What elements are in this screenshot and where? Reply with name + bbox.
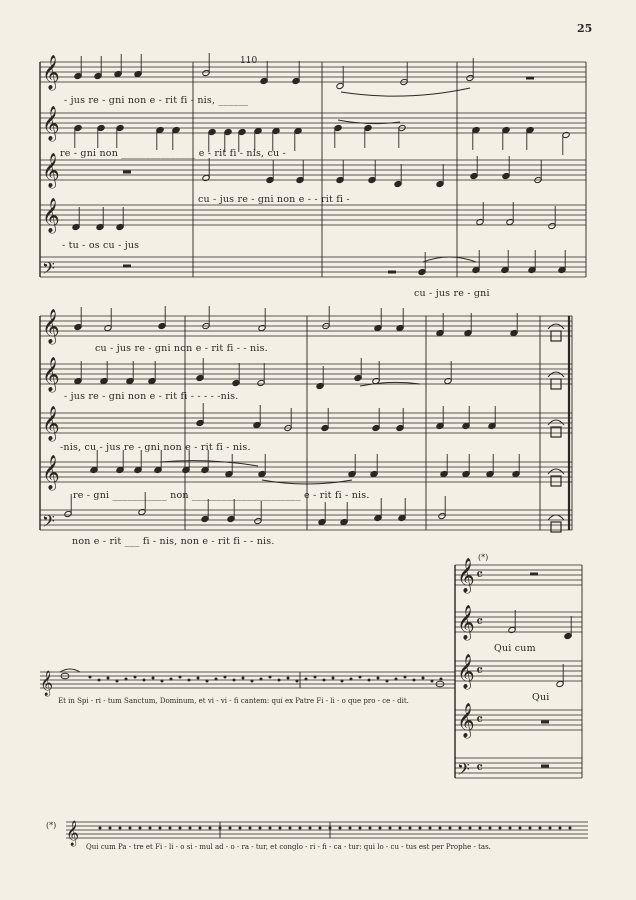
common-time-icon: 𝄴: [476, 710, 484, 729]
treble-clef-icon: 𝄞: [42, 406, 60, 441]
chant-note: [219, 827, 222, 830]
chant-note: [529, 827, 532, 830]
chant-note: [419, 827, 422, 830]
chant-note: [98, 679, 101, 682]
rest: [530, 573, 538, 576]
common-time-icon: 𝄴: [476, 565, 484, 584]
lyric-line: non e - rit ___ fi - nis, non e - rit fi - - nis.: [72, 536, 275, 547]
chant-note: [479, 827, 482, 830]
chant-note: [239, 827, 242, 830]
treble-clef-icon: 𝄞: [42, 309, 60, 344]
chant-note: [359, 827, 362, 830]
lyric-line: Qui cum: [494, 643, 536, 654]
rest: [541, 721, 549, 724]
asterisk-mark: (*): [478, 553, 489, 562]
chant-note: [377, 677, 380, 680]
rest: [541, 765, 549, 768]
measure-number: 110: [240, 56, 258, 66]
chant-note: [109, 827, 112, 830]
chant-note: [169, 827, 172, 830]
chant-note: [209, 827, 212, 830]
slur: [423, 257, 476, 262]
chant-note: [339, 827, 342, 830]
chant-note: [107, 677, 110, 680]
chant-note: [489, 827, 492, 830]
treble-clef-icon: 𝄞: [457, 558, 475, 593]
chant-note: [439, 827, 442, 830]
chant-note: [440, 678, 443, 681]
rest: [123, 171, 131, 174]
lyric-line: Qui: [532, 692, 550, 703]
chant-note: [323, 679, 326, 682]
chant-note: [251, 680, 254, 683]
chant-note: [289, 827, 292, 830]
chant-note: [332, 677, 335, 680]
breve-note: [551, 522, 561, 532]
lyric-line: - tu - os cu - jus: [62, 240, 140, 251]
chant-note: [305, 678, 308, 681]
chant-note: [309, 827, 312, 830]
slur: [60, 669, 80, 672]
chant-note: [379, 827, 382, 830]
fermata-icon: [548, 420, 564, 425]
chant-note: [519, 827, 522, 830]
chant-note: [149, 827, 152, 830]
chant-note: [469, 827, 472, 830]
chant-note: [287, 677, 290, 680]
chant-note: [129, 827, 132, 830]
chant-note: [404, 676, 407, 679]
fermata-icon: [548, 372, 564, 377]
common-time-icon: 𝄴: [476, 612, 484, 631]
slur: [160, 461, 258, 466]
chant-note: [143, 679, 146, 682]
lyric-line: cu - jus re - gni: [414, 288, 490, 299]
treble-clef-icon: 𝄞: [457, 605, 475, 640]
treble-clef-icon: 𝄞: [457, 703, 475, 738]
chant-note: [119, 827, 122, 830]
chant-note: [422, 677, 425, 680]
lyric-line: - jus re - gni non e - rit fi - nis, ______: [64, 95, 249, 106]
chant-note: [229, 827, 232, 830]
treble-clef-icon: 𝄞: [42, 198, 60, 233]
chant-note: [431, 680, 434, 683]
chant-note: [199, 827, 202, 830]
chant-note: [350, 678, 353, 681]
chant-note: [279, 827, 282, 830]
chant-note: [499, 827, 502, 830]
chant-note: [125, 678, 128, 681]
chant-note: [413, 679, 416, 682]
chant-note: [341, 680, 344, 683]
chant-note: [368, 679, 371, 682]
chant-note: [299, 827, 302, 830]
lyric-line: - jus re - gni non e - rit fi - - - - -nis.: [64, 391, 239, 402]
chant-note: [314, 676, 317, 679]
lyric-line: re - gni ___________ non ______________________ e - rit fi - nis.: [73, 490, 370, 501]
chant-note: [233, 679, 236, 682]
chant-note: [539, 827, 542, 830]
chant-note: [296, 680, 299, 683]
chant-note: [278, 679, 281, 682]
common-time-icon: 𝄴: [476, 661, 484, 680]
chant-note: [215, 678, 218, 681]
chant-note: [224, 676, 227, 679]
chant-note: [259, 827, 262, 830]
rest: [526, 77, 534, 80]
footnote-marker: (*): [46, 821, 57, 830]
chant-note: [139, 827, 142, 830]
chant-note: [429, 827, 432, 830]
chant-note: [116, 680, 119, 683]
fermata-icon: [548, 515, 564, 520]
chant-note: [152, 677, 155, 680]
chant-note: [170, 678, 173, 681]
lyric-line: -nis, cu - jus re - gni non e - rit fi - nis.: [60, 442, 251, 453]
chant-note: [249, 827, 252, 830]
chant-note: [389, 827, 392, 830]
chant-note: [159, 827, 162, 830]
common-time-icon: 𝄴: [476, 758, 484, 777]
chant-note: [269, 827, 272, 830]
breve-note: [551, 476, 561, 486]
chant-note: [359, 676, 362, 679]
rest: [123, 265, 131, 268]
treble-clef-icon: 𝄞: [42, 455, 60, 490]
chant-note: [549, 827, 552, 830]
chant-note: [399, 827, 402, 830]
treble-clef-icon: 𝄞: [66, 821, 80, 846]
lyric-line: re - gni non _______________ e - rit fi - nis, cu -: [60, 148, 286, 159]
treble-clef-icon: 𝄞: [42, 357, 60, 392]
chant-note: [206, 680, 209, 683]
chant-note: [242, 677, 245, 680]
chant-note: [569, 827, 572, 830]
chant-note: [509, 827, 512, 830]
chant-note: [179, 827, 182, 830]
chant-note: [319, 827, 322, 830]
chant-note: [99, 827, 102, 830]
chant-note: [386, 680, 389, 683]
chant-note: [161, 680, 164, 683]
chant-note: [329, 827, 332, 830]
chant-note: [89, 676, 92, 679]
treble-clef-icon: 𝄞: [457, 654, 475, 689]
lyric-line: cu - jus re - gni non e - - rit fi -: [198, 194, 350, 205]
chant-note: [197, 677, 200, 680]
treble-clef-icon: 𝄞: [42, 106, 60, 141]
page-number: 25: [577, 22, 593, 35]
chant-note: [349, 827, 352, 830]
bass-clef-icon: 𝄢: [42, 258, 55, 282]
chant-note: [559, 827, 562, 830]
chant-note: [409, 827, 412, 830]
chant-note: [395, 678, 398, 681]
treble-clef-icon: 𝄞: [42, 153, 60, 188]
chant-note: [179, 676, 182, 679]
chant-note: [369, 827, 372, 830]
bass-clef-icon: 𝄢: [42, 511, 55, 535]
rest: [388, 271, 396, 274]
fermata-icon: [548, 469, 564, 474]
slur: [341, 88, 470, 96]
chant-note: [459, 827, 462, 830]
chant-note: [449, 827, 452, 830]
breve-note: [551, 427, 561, 437]
intonation-text: Et in Spi - ri - tum Sanctum, Dominum, et vi - vi - fi cantem: qui ex Patre Fi - li - o que pro - ce - dit.: [58, 697, 409, 705]
chant-note: [189, 827, 192, 830]
treble-clef-icon: 𝄞: [40, 671, 54, 696]
bass-clef-icon: 𝄢: [457, 759, 470, 783]
footnote-text: Qui cum Pa - tre et Fi - li - o si - mul ad - o - ra - tur, et conglo - ri - fi - ca - tur: qui lo - cu - tus est per Prophe - tas.: [86, 843, 491, 851]
chant-note: [134, 676, 137, 679]
chant-note: [260, 678, 263, 681]
chant-note: [188, 679, 191, 682]
treble-clef-icon: 𝄞: [42, 55, 60, 90]
chant-note: [269, 676, 272, 679]
lyric-line: cu - jus re - gni non e - rit fi - - nis.: [95, 343, 268, 354]
fermata-icon: [548, 324, 564, 329]
